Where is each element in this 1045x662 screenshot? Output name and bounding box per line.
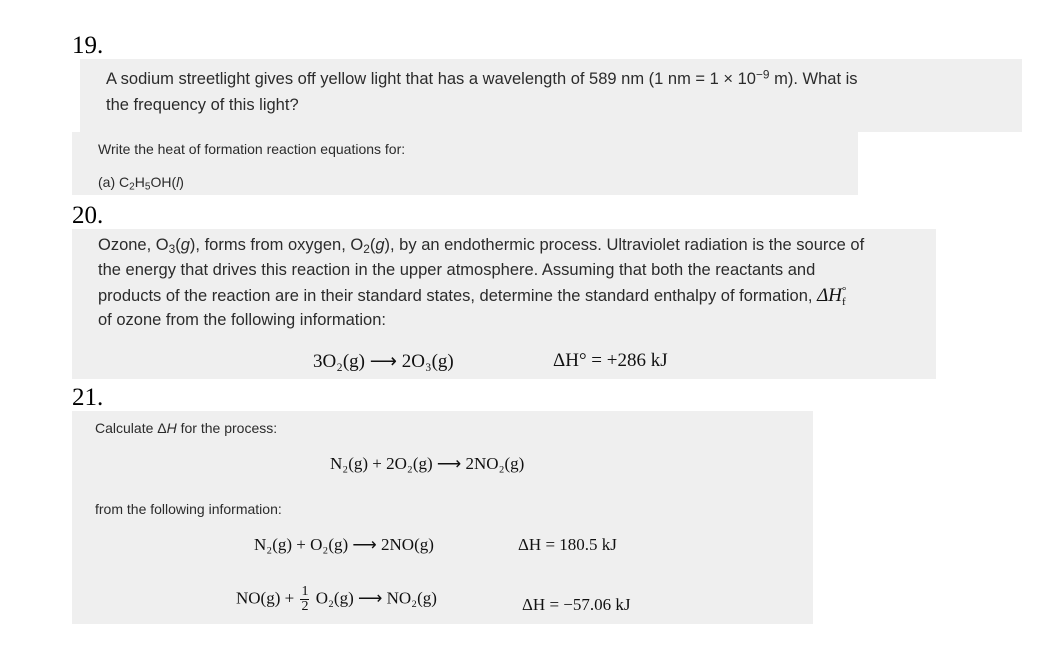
question-21-intro: Calculate ΔH for the process:: [95, 420, 278, 436]
question-21-equation-1-enthalpy: ΔH = 180.5 kJ: [518, 535, 617, 554]
question-20-line-1: Ozone, $O_3(g)$, forms from oxygen, $O_2(g)$, by an endothermic process. Ultraviolet radiation is the source of: [98, 236, 865, 256]
question-21-equation-2-enthalpy: ΔH = −57.06 kJ: [522, 595, 631, 614]
question-21-main-equation: N₂(g) + 2O₂(g) ⟶ 2NO₂(g): [330, 454, 525, 473]
question-21-box: [72, 411, 813, 624]
question-21-equation-1: N₂(g) + O₂(g) ⟶ 2NO(g): [254, 535, 434, 554]
question-19-line-1: A sodium streetlight gives off yellow light that has a wavelength of 589 nm (1 nm = $1 \times 10^{-9}$ m). What is: [106, 67, 858, 88]
heat-formation-instruction: Write the heat of formation reaction equations for:: [98, 141, 406, 157]
question-21-equation-2: NO(g) + $\frac{1}{2}$ O₂(g) ⟶ NO₂(g): [236, 584, 437, 614]
question-21-from-info: from the following information:: [95, 501, 282, 517]
question-20-line-3: products of the reaction are in their standard states, determine the standard enthalpy of formation, ΔH ° f: [98, 284, 847, 308]
heat-formation-part-a: (a) $C_2H_5OH(l)$: [98, 174, 184, 193]
question-19-line-2: the frequency of this light?: [106, 96, 299, 114]
question-number-20: 20.: [72, 202, 104, 229]
question-20-line-4: of ozone from the following information:: [98, 311, 386, 329]
question-number-21: 21.: [72, 384, 104, 411]
one-half-fraction: $\frac{1}{2}$: [301, 584, 309, 614]
question-20-line-2: the energy that drives this reaction in the upper atmosphere. Assuming that both the reactants and: [98, 261, 816, 279]
question-number-19: 19.: [72, 32, 104, 59]
question-20-enthalpy: ΔH° = +286 kJ: [553, 350, 668, 371]
delta-hf-symbol: ΔH ° f: [817, 284, 847, 308]
question-20-equation: 3O₂(g) ⟶ 2O₃(g): [313, 351, 454, 372]
